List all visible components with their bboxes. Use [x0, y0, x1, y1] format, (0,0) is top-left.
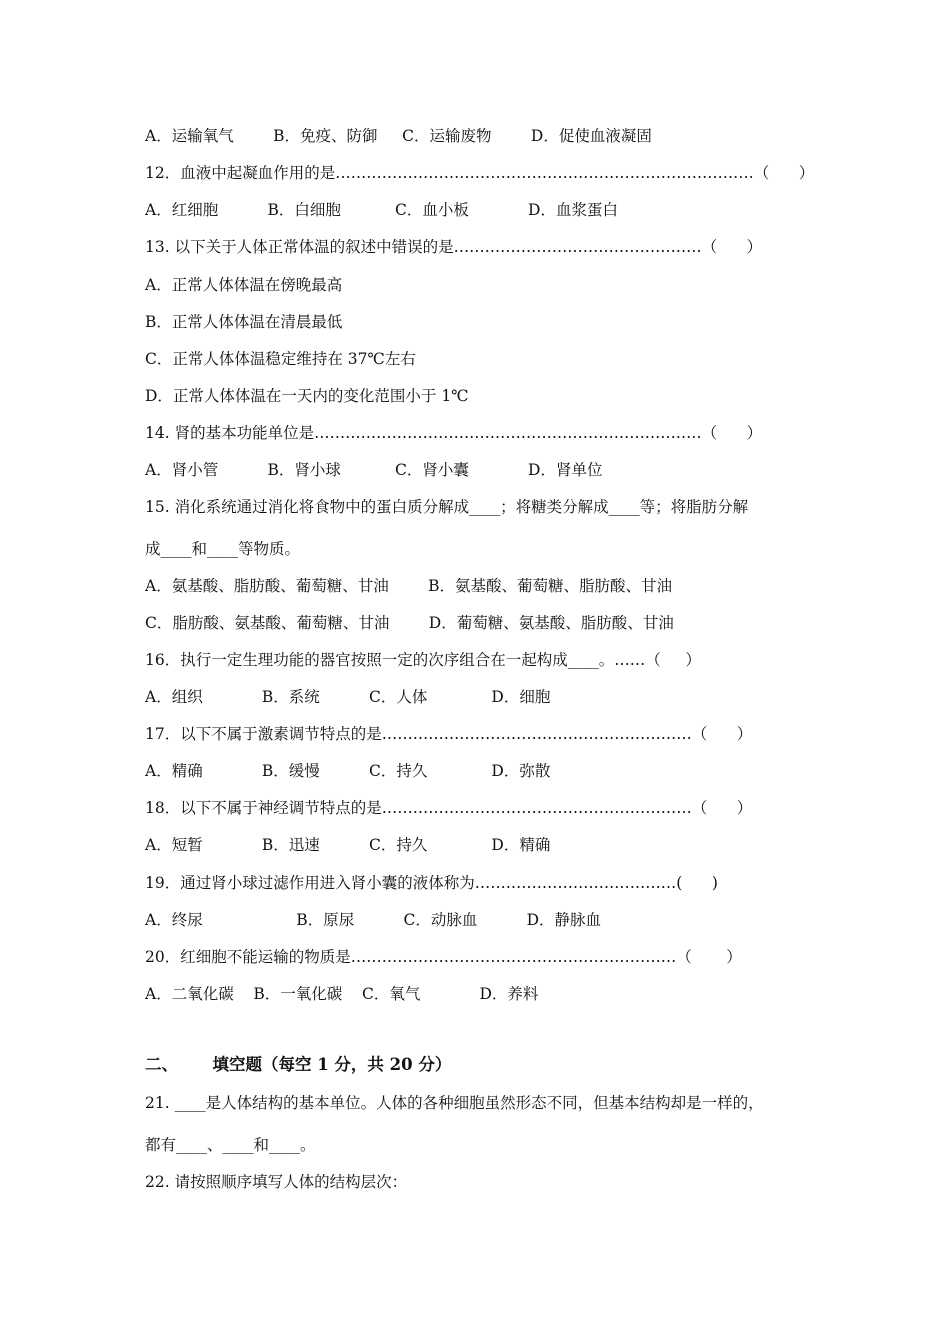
q15-options-ab: A．氨基酸、脂肪酸、葡萄糖、甘油 B．氨基酸、葡萄糖、脂肪酸、甘油: [145, 577, 673, 595]
q12-stem: 12．血液中起凝血作用的是………………………………………………………………………（ ）: [145, 164, 815, 182]
q11-options: A．运输氧气 B．免疫、防御 C．运输废物 D．促使血液凝固: [145, 127, 652, 145]
q19-options: A．终尿 B．原尿 C．动脉血 D．静脉血: [145, 911, 602, 929]
q19-stem: 19．通过肾小球过滤作用进入肾小囊的液体称为…………………………………( ): [145, 874, 718, 892]
q15-stem-line2: 成____和____等物质。: [145, 540, 301, 558]
q16-stem: 16．执行一定生理功能的器官按照一定的次序组合在一起构成____。……（ ）: [145, 651, 701, 669]
q13-option-b: B．正常人体体温在清晨最低: [145, 313, 343, 331]
q13-option-c: C．正常人体体温稳定维持在 37℃左右: [145, 350, 416, 368]
q15-stem-line1: 15. 消化系统通过消化将食物中的蛋白质分解成____；将糖类分解成____等；将脂肪分解: [145, 498, 749, 516]
q17-options: A．精确 B．缓慢 C．持久 D．弥散: [145, 762, 551, 780]
q13-option-d: D．正常人体体温在一天内的变化范围小于 1℃: [145, 387, 469, 405]
q16-options: A．组织 B．系统 C．人体 D．细胞: [145, 688, 551, 706]
q12-options: A．红细胞 B．白细胞 C．血小板 D．血浆蛋白: [145, 201, 618, 219]
q21-stem-line2: 都有____、____和____。: [145, 1136, 316, 1154]
section-heading: 二、 填空题（每空 1 分，共 20 分）: [145, 1055, 452, 1074]
q18-stem: 18．以下不属于神经调节特点的是……………………………………………………（ ）: [145, 799, 753, 817]
q14-stem: 14. 肾的基本功能单位是…………………………………………………………………（ ）: [145, 424, 763, 442]
q13-stem: 13. 以下关于人体正常体温的叙述中错误的是…………………………………………（ ）: [145, 238, 763, 256]
q20-stem: 20．红细胞不能运输的物质是………………………………………………………（ ）: [145, 948, 742, 966]
q15-options-cd: C．脂肪酸、氨基酸、葡萄糖、甘油 D．葡萄糖、氨基酸、脂肪酸、甘油: [145, 614, 674, 632]
q22-stem: 22. 请按照顺序填写人体的结构层次：: [145, 1173, 408, 1191]
q21-stem-line1: 21. ____是人体结构的基本单位。人体的各种细胞虽然形态不同，但基本结构却是一样的，: [145, 1094, 764, 1112]
q13-option-a: A．正常人体体温在傍晚最高: [145, 276, 343, 294]
q17-stem: 17．以下不属于激素调节特点的是……………………………………………………（ ）: [145, 725, 753, 743]
q18-options: A．短暂 B．迅速 C．持久 D．精确: [145, 836, 551, 854]
q20-options: A．二氧化碳 B．一氧化碳 C．氧气 D．养料: [145, 985, 539, 1003]
q14-options: A．肾小管 B．肾小球 C．肾小囊 D．肾单位: [145, 461, 603, 479]
